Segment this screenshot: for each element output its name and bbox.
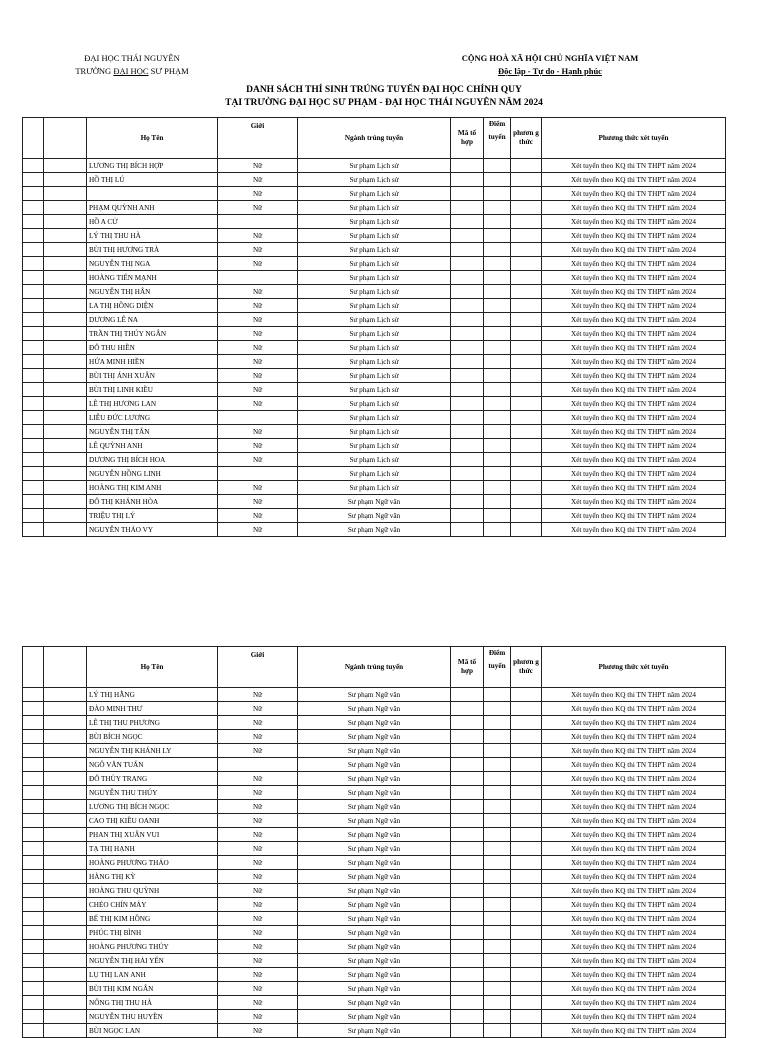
table-row	[23, 744, 726, 758]
col-ma-to-hop: Mã tổ hợp	[451, 118, 484, 159]
student-gender: Nữ	[218, 369, 298, 383]
admission-method: Xét tuyển theo KQ thi TN THPT năm 2024	[542, 159, 726, 173]
table-row	[23, 159, 726, 173]
student-name: LỤ THỊ LAN ANH	[87, 968, 218, 982]
student-name: BÙI THỊ ÁNH XUÂN	[87, 369, 218, 383]
admission-method: Xét tuyển theo KQ thi TN THPT năm 2024	[542, 870, 726, 884]
admission-method: Xét tuyển theo KQ thi TN THPT năm 2024	[542, 355, 726, 369]
student-name: PHAN THỊ XUÂN VUI	[87, 828, 218, 842]
admission-method: Xét tuyển theo KQ thi TN THPT năm 2024	[542, 996, 726, 1010]
student-gender: Nữ	[218, 968, 298, 982]
admission-method: Xét tuyển theo KQ thi TN THPT năm 2024	[542, 201, 726, 215]
admission-method: Xét tuyển theo KQ thi TN THPT năm 2024	[542, 758, 726, 772]
student-name: BÙI THỊ HƯƠNG TRÀ	[87, 243, 218, 257]
student-name: TRIỆU THỊ LÝ	[87, 509, 218, 523]
col-diem: Điểm tuyển	[484, 647, 511, 688]
table-row	[23, 800, 726, 814]
admission-method: Xét tuyển theo KQ thi TN THPT năm 2024	[542, 243, 726, 257]
student-name: BÙI NGỌC LAN	[87, 1024, 218, 1038]
student-gender: Nữ	[218, 495, 298, 509]
student-name: HÀNG THỊ KỲ	[87, 870, 218, 884]
student-name: TẠ THỊ HẠNH	[87, 842, 218, 856]
table-row	[23, 702, 726, 716]
student-gender: Nữ	[218, 688, 298, 702]
table-row	[23, 327, 726, 341]
student-name: CHẺO CHÍN MẢY	[87, 898, 218, 912]
col-phuong-thuc: Phương thức xét tuyển	[542, 647, 726, 688]
table-row	[23, 243, 726, 257]
table-row	[23, 215, 726, 229]
university-name: ĐẠI HỌC THÁI NGUYÊN	[84, 53, 180, 63]
admission-method: Xét tuyển theo KQ thi TN THPT năm 2024	[542, 800, 726, 814]
student-gender: Nữ	[218, 257, 298, 271]
student-gender: Nữ	[218, 730, 298, 744]
student-gender: Nữ	[218, 800, 298, 814]
table-header-row	[23, 647, 726, 688]
student-name: BẾ THỊ KIM HỒNG	[87, 912, 218, 926]
admission-method: Xét tuyển theo KQ thi TN THPT năm 2024	[542, 453, 726, 467]
table-row	[23, 926, 726, 940]
table-row	[23, 397, 726, 411]
student-name: ĐÀO MINH THƯ	[87, 702, 218, 716]
table-row	[23, 758, 726, 772]
table-row	[23, 898, 726, 912]
table-row	[23, 828, 726, 842]
student-gender: Nữ	[218, 355, 298, 369]
student-major: Sư phạm Ngữ văn	[298, 968, 451, 982]
student-major: Sư phạm Lịch sử	[298, 397, 451, 411]
student-gender: Nữ	[218, 397, 298, 411]
col-diem: Điểm tuyển	[484, 118, 511, 159]
admission-method: Xét tuyển theo KQ thi TN THPT năm 2024	[542, 884, 726, 898]
table-row	[23, 842, 726, 856]
student-gender: Nữ	[218, 702, 298, 716]
admission-method: Xét tuyển theo KQ thi TN THPT năm 2024	[542, 509, 726, 523]
col-gioi: Giới	[218, 647, 298, 688]
table-header-row	[23, 118, 726, 159]
student-major: Sư phạm Lịch sử	[298, 439, 451, 453]
admission-method: Xét tuyển theo KQ thi TN THPT năm 2024	[542, 397, 726, 411]
student-name: HỒ A CỬ	[87, 215, 218, 229]
student-gender: Nữ	[218, 912, 298, 926]
student-major: Sư phạm Ngữ văn	[298, 702, 451, 716]
student-name: NGUYỄN THỊ KHÁNH LY	[87, 744, 218, 758]
student-name: NÔNG THỊ THU HÀ	[87, 996, 218, 1010]
student-name: LÝ THỊ HẰNG	[87, 688, 218, 702]
col-ho-ten: Họ Tên	[87, 647, 218, 688]
student-gender	[218, 467, 298, 481]
student-name: LÝ THỊ THU HÀ	[87, 229, 218, 243]
student-major: Sư phạm Ngữ văn	[298, 940, 451, 954]
student-name: HOÀNG THU QUỲNH	[87, 884, 218, 898]
student-major: Sư phạm Lịch sử	[298, 467, 451, 481]
student-major: Sư phạm Lịch sử	[298, 383, 451, 397]
student-name: TRẦN THỊ THÚY NGÂN	[87, 327, 218, 341]
student-gender: Nữ	[218, 856, 298, 870]
student-major: Sư phạm Ngữ văn	[298, 842, 451, 856]
table-row	[23, 688, 726, 702]
student-major: Sư phạm Ngữ văn	[298, 954, 451, 968]
table-row	[23, 411, 726, 425]
table-row	[23, 257, 726, 271]
student-name: LÊ THỊ HƯƠNG LAN	[87, 397, 218, 411]
admission-method: Xét tuyển theo KQ thi TN THPT năm 2024	[542, 187, 726, 201]
student-major: Sư phạm Lịch sử	[298, 313, 451, 327]
student-name: LA THỊ HỒNG DIỆN	[87, 299, 218, 313]
national-header	[405, 52, 695, 78]
student-gender: Nữ	[218, 299, 298, 313]
table-row	[23, 173, 726, 187]
admission-method: Xét tuyển theo KQ thi TN THPT năm 2024	[542, 327, 726, 341]
student-gender: Nữ	[218, 828, 298, 842]
table-row	[23, 201, 726, 215]
student-major: Sư phạm Ngữ văn	[298, 509, 451, 523]
student-gender: Nữ	[218, 898, 298, 912]
national-slogan: Độc lập - Tự do - Hạnh phúc	[498, 66, 602, 76]
table-row	[23, 439, 726, 453]
student-major: Sư phạm Ngữ văn	[298, 523, 451, 537]
student-name	[87, 187, 218, 201]
student-gender: Nữ	[218, 954, 298, 968]
admission-method: Xét tuyển theo KQ thi TN THPT năm 2024	[542, 425, 726, 439]
admission-method: Xét tuyển theo KQ thi TN THPT năm 2024	[542, 912, 726, 926]
student-name: NGUYỄN THỊ NGA	[87, 257, 218, 271]
admission-method: Xét tuyển theo KQ thi TN THPT năm 2024	[542, 842, 726, 856]
table-row	[23, 425, 726, 439]
school-name: TRƯỜNG ĐẠI HỌC SƯ PHẠM	[75, 66, 189, 76]
student-name: BÙI THỊ KIM NGÂN	[87, 982, 218, 996]
admission-method: Xét tuyển theo KQ thi TN THPT năm 2024	[542, 1024, 726, 1038]
student-gender: Nữ	[218, 285, 298, 299]
table-row	[23, 313, 726, 327]
student-major: Sư phạm Ngữ văn	[298, 730, 451, 744]
table-row	[23, 940, 726, 954]
student-major: Sư phạm Lịch sử	[298, 411, 451, 425]
student-major: Sư phạm Ngữ văn	[298, 716, 451, 730]
student-name: HOÀNG PHƯƠNG THÚY	[87, 940, 218, 954]
admission-method: Xét tuyển theo KQ thi TN THPT năm 2024	[542, 215, 726, 229]
admission-method: Xét tuyển theo KQ thi TN THPT năm 2024	[542, 856, 726, 870]
student-gender: Nữ	[218, 884, 298, 898]
admission-method: Xét tuyển theo KQ thi TN THPT năm 2024	[542, 940, 726, 954]
table-row	[23, 341, 726, 355]
student-major: Sư phạm Ngữ văn	[298, 688, 451, 702]
title-line-1: DANH SÁCH THÍ SINH TRÚNG TUYỂN ĐẠI HỌC CHÍNH QUY	[246, 85, 522, 95]
student-gender	[218, 271, 298, 285]
col-ma-to-hop: Mã tổ hợp	[451, 647, 484, 688]
student-name: HOÀNG THỊ KIM ANH	[87, 481, 218, 495]
admission-method: Xét tuyển theo KQ thi TN THPT năm 2024	[542, 229, 726, 243]
admission-method: Xét tuyển theo KQ thi TN THPT năm 2024	[542, 257, 726, 271]
student-gender: Nữ	[218, 481, 298, 495]
student-major: Sư phạm Lịch sử	[298, 355, 451, 369]
table-row	[23, 870, 726, 884]
student-gender: Nữ	[218, 940, 298, 954]
student-gender: Nữ	[218, 383, 298, 397]
admission-method: Xét tuyển theo KQ thi TN THPT năm 2024	[542, 702, 726, 716]
student-name: NGUYỄN THẢO VY	[87, 523, 218, 537]
student-name: NGÔ VĂN TUẤN	[87, 758, 218, 772]
student-major: Sư phạm Ngữ văn	[298, 758, 451, 772]
student-major: Sư phạm Ngữ văn	[298, 898, 451, 912]
table-row	[23, 912, 726, 926]
student-gender	[218, 411, 298, 425]
table-row	[23, 814, 726, 828]
student-major: Sư phạm Lịch sử	[298, 229, 451, 243]
student-name: DƯƠNG LÊ NA	[87, 313, 218, 327]
admission-method: Xét tuyển theo KQ thi TN THPT năm 2024	[542, 383, 726, 397]
student-gender: Nữ	[218, 996, 298, 1010]
student-major: Sư phạm Ngữ văn	[298, 856, 451, 870]
student-major: Sư phạm Lịch sử	[298, 285, 451, 299]
col-gioi: Giới	[218, 118, 298, 159]
table-row	[23, 355, 726, 369]
admission-method: Xét tuyển theo KQ thi TN THPT năm 2024	[542, 495, 726, 509]
student-major: Sư phạm Ngữ văn	[298, 870, 451, 884]
student-major: Sư phạm Ngữ văn	[298, 912, 451, 926]
document-title	[0, 84, 768, 110]
admission-method: Xét tuyển theo KQ thi TN THPT năm 2024	[542, 730, 726, 744]
student-name: CAO THỊ KIỀU OANH	[87, 814, 218, 828]
admission-method: Xét tuyển theo KQ thi TN THPT năm 2024	[542, 341, 726, 355]
student-gender: Nữ	[218, 425, 298, 439]
admission-method: Xét tuyển theo KQ thi TN THPT năm 2024	[542, 898, 726, 912]
table-row	[23, 467, 726, 481]
col-ho-ten: Họ Tên	[87, 118, 218, 159]
table-row	[23, 523, 726, 537]
col-nganh: Ngành trúng tuyển	[298, 118, 451, 159]
student-name: BÙI BÍCH NGỌC	[87, 730, 218, 744]
student-name: DƯƠNG THỊ BÍCH HOA	[87, 453, 218, 467]
student-major: Sư phạm Ngữ văn	[298, 1024, 451, 1038]
table-row	[23, 453, 726, 467]
table-row	[23, 229, 726, 243]
student-name: NGUYỄN THỊ TẤN	[87, 425, 218, 439]
student-name: NGUYỄN THỊ HÂN	[87, 285, 218, 299]
student-name: PHẠM QUỲNH ANH	[87, 201, 218, 215]
table-row	[23, 716, 726, 730]
student-gender: Nữ	[218, 842, 298, 856]
student-major: Sư phạm Ngữ văn	[298, 828, 451, 842]
student-major: Sư phạm Lịch sử	[298, 341, 451, 355]
table-row	[23, 187, 726, 201]
col-phuong-thuc-short: phươn g thức	[511, 118, 542, 159]
student-major: Sư phạm Lịch sử	[298, 425, 451, 439]
student-gender: Nữ	[218, 187, 298, 201]
table-row	[23, 772, 726, 786]
student-gender: Nữ	[218, 453, 298, 467]
student-name: NGUYỄN THỊ HẢI YẾN	[87, 954, 218, 968]
student-major: Sư phạm Lịch sử	[298, 257, 451, 271]
table-row	[23, 884, 726, 898]
student-major: Sư phạm Ngữ văn	[298, 996, 451, 1010]
student-major: Sư phạm Lịch sử	[298, 481, 451, 495]
admission-method: Xét tuyển theo KQ thi TN THPT năm 2024	[542, 285, 726, 299]
title-line-2: TẠI TRƯỜNG ĐẠI HỌC SƯ PHẠM - ĐẠI HỌC THÁI NGUYÊN NĂM 2024	[225, 98, 543, 108]
admission-method: Xét tuyển theo KQ thi TN THPT năm 2024	[542, 716, 726, 730]
admission-method: Xét tuyển theo KQ thi TN THPT năm 2024	[542, 814, 726, 828]
admission-method: Xét tuyển theo KQ thi TN THPT năm 2024	[542, 828, 726, 842]
student-name: ĐỖ THU HIỀN	[87, 341, 218, 355]
table-row	[23, 982, 726, 996]
student-gender: Nữ	[218, 159, 298, 173]
student-name: BÙI THỊ LINH KIỀU	[87, 383, 218, 397]
admission-method: Xét tuyển theo KQ thi TN THPT năm 2024	[542, 299, 726, 313]
student-major: Sư phạm Lịch sử	[298, 215, 451, 229]
table-row	[23, 285, 726, 299]
student-major: Sư phạm Lịch sử	[298, 327, 451, 341]
admission-method: Xét tuyển theo KQ thi TN THPT năm 2024	[542, 954, 726, 968]
student-name: PHÚC THỊ BÌNH	[87, 926, 218, 940]
col-phuong-thuc: Phương thức xét tuyển	[542, 118, 726, 159]
admission-method: Xét tuyển theo KQ thi TN THPT năm 2024	[542, 523, 726, 537]
student-gender: Nữ	[218, 439, 298, 453]
student-name: ĐỖ THÙY TRANG	[87, 772, 218, 786]
student-gender	[218, 758, 298, 772]
student-gender: Nữ	[218, 1010, 298, 1024]
student-major: Sư phạm Lịch sử	[298, 173, 451, 187]
student-major: Sư phạm Ngữ văn	[298, 744, 451, 758]
admission-method: Xét tuyển theo KQ thi TN THPT năm 2024	[542, 1010, 726, 1024]
student-major: Sư phạm Lịch sử	[298, 243, 451, 257]
table-row	[23, 299, 726, 313]
student-name: HỨA MINH HIỀN	[87, 355, 218, 369]
student-gender: Nữ	[218, 744, 298, 758]
table-row	[23, 730, 726, 744]
admission-method: Xét tuyển theo KQ thi TN THPT năm 2024	[542, 744, 726, 758]
student-gender: Nữ	[218, 509, 298, 523]
admission-method: Xét tuyển theo KQ thi TN THPT năm 2024	[542, 926, 726, 940]
student-name: LƯƠNG THỊ BÍCH NGỌC	[87, 800, 218, 814]
student-name: LÊ THỊ THU PHƯƠNG	[87, 716, 218, 730]
student-major: Sư phạm Lịch sử	[298, 453, 451, 467]
student-name: NGUYỄN THU HUYỀN	[87, 1010, 218, 1024]
student-gender: Nữ	[218, 173, 298, 187]
admission-method: Xét tuyển theo KQ thi TN THPT năm 2024	[542, 982, 726, 996]
admission-method: Xét tuyển theo KQ thi TN THPT năm 2024	[542, 411, 726, 425]
student-name: NGUYỄN THU THÚY	[87, 786, 218, 800]
student-gender: Nữ	[218, 523, 298, 537]
student-gender: Nữ	[218, 786, 298, 800]
national-motto: CỘNG HOÀ XÃ HỘI CHỦ NGHĨA VIỆT NAM	[461, 53, 639, 63]
student-gender: Nữ	[218, 327, 298, 341]
institution-header	[52, 52, 212, 78]
student-gender: Nữ	[218, 229, 298, 243]
admission-method: Xét tuyển theo KQ thi TN THPT năm 2024	[542, 271, 726, 285]
col-nganh: Ngành trúng tuyển	[298, 647, 451, 688]
table-row	[23, 968, 726, 982]
student-major: Sư phạm Lịch sử	[298, 201, 451, 215]
table-row	[23, 509, 726, 523]
table-row	[23, 271, 726, 285]
student-gender: Nữ	[218, 201, 298, 215]
student-gender: Nữ	[218, 716, 298, 730]
student-major: Sư phạm Lịch sử	[298, 271, 451, 285]
student-major: Sư phạm Ngữ văn	[298, 495, 451, 509]
student-gender: Nữ	[218, 772, 298, 786]
student-major: Sư phạm Lịch sử	[298, 369, 451, 383]
student-gender: Nữ	[218, 982, 298, 996]
student-gender	[218, 215, 298, 229]
table-row	[23, 369, 726, 383]
student-gender: Nữ	[218, 1024, 298, 1038]
admission-table-1	[22, 117, 726, 537]
student-major: Sư phạm Lịch sử	[298, 299, 451, 313]
student-name: HOÀNG TIẾN MẠNH	[87, 271, 218, 285]
table-row	[23, 856, 726, 870]
student-gender: Nữ	[218, 341, 298, 355]
table-row	[23, 1010, 726, 1024]
admission-method: Xét tuyển theo KQ thi TN THPT năm 2024	[542, 772, 726, 786]
student-gender: Nữ	[218, 870, 298, 884]
admission-method: Xét tuyển theo KQ thi TN THPT năm 2024	[542, 786, 726, 800]
student-major: Sư phạm Lịch sử	[298, 159, 451, 173]
admission-method: Xét tuyển theo KQ thi TN THPT năm 2024	[542, 313, 726, 327]
admission-method: Xét tuyển theo KQ thi TN THPT năm 2024	[542, 467, 726, 481]
student-major: Sư phạm Ngữ văn	[298, 786, 451, 800]
table-row	[23, 383, 726, 397]
student-name: ĐỖ THỊ KHÁNH HÒA	[87, 495, 218, 509]
table-row	[23, 954, 726, 968]
admission-method: Xét tuyển theo KQ thi TN THPT năm 2024	[542, 439, 726, 453]
admission-method: Xét tuyển theo KQ thi TN THPT năm 2024	[542, 481, 726, 495]
admission-table-2	[22, 646, 726, 1038]
student-major: Sư phạm Ngữ văn	[298, 800, 451, 814]
table-row	[23, 996, 726, 1010]
student-gender: Nữ	[218, 243, 298, 257]
student-gender: Nữ	[218, 926, 298, 940]
student-name: HỒ THỊ LÚ	[87, 173, 218, 187]
admission-method: Xét tuyển theo KQ thi TN THPT năm 2024	[542, 173, 726, 187]
table-row	[23, 481, 726, 495]
admission-method: Xét tuyển theo KQ thi TN THPT năm 2024	[542, 968, 726, 982]
admission-method: Xét tuyển theo KQ thi TN THPT năm 2024	[542, 369, 726, 383]
col-phuong-thuc-short: phươn g thức	[511, 647, 542, 688]
student-name: NGUYỄN HỒNG LINH	[87, 467, 218, 481]
table-row	[23, 495, 726, 509]
student-major: Sư phạm Ngữ văn	[298, 982, 451, 996]
student-major: Sư phạm Ngữ văn	[298, 884, 451, 898]
student-gender: Nữ	[218, 814, 298, 828]
student-major: Sư phạm Ngữ văn	[298, 772, 451, 786]
student-major: Sư phạm Ngữ văn	[298, 926, 451, 940]
student-major: Sư phạm Ngữ văn	[298, 814, 451, 828]
student-name: LÊ QUỲNH ANH	[87, 439, 218, 453]
student-name: LIỄU ĐỨC LƯƠNG	[87, 411, 218, 425]
table-row	[23, 786, 726, 800]
student-major: Sư phạm Lịch sử	[298, 187, 451, 201]
table-row	[23, 1024, 726, 1038]
student-gender: Nữ	[218, 313, 298, 327]
student-major: Sư phạm Ngữ văn	[298, 1010, 451, 1024]
admission-method: Xét tuyển theo KQ thi TN THPT năm 2024	[542, 688, 726, 702]
student-name: HOÀNG PHƯƠNG THẢO	[87, 856, 218, 870]
student-name: LƯƠNG THỊ BÍCH HỢP	[87, 159, 218, 173]
